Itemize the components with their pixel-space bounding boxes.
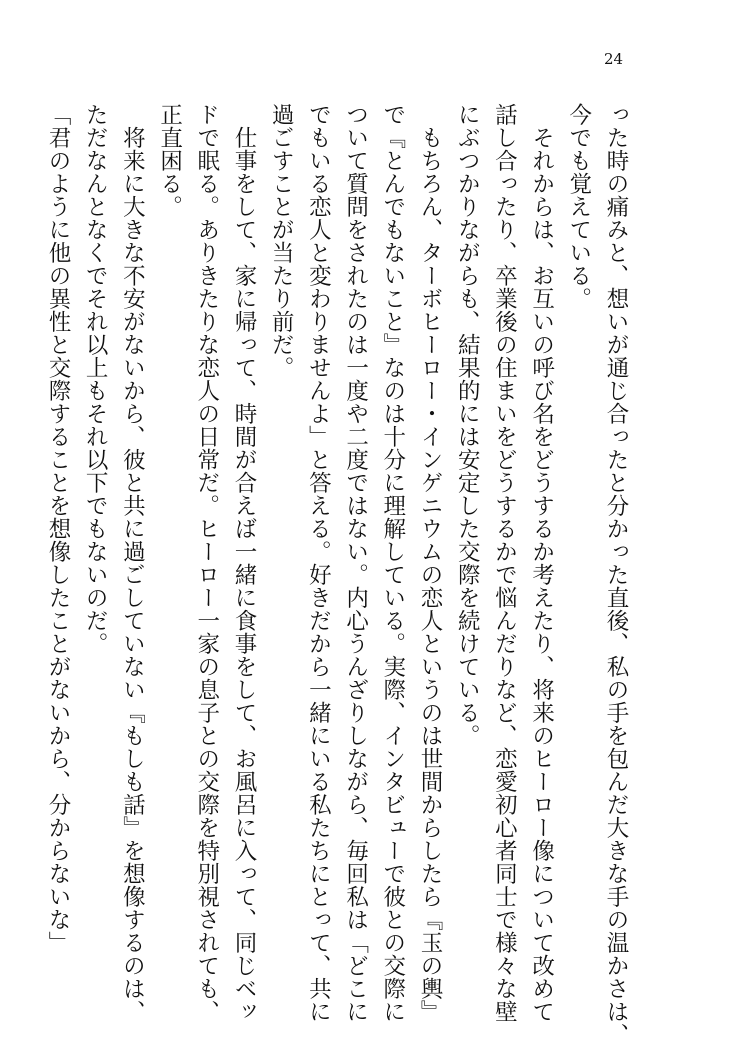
text-line: 将来に大きな不安がないから、彼と共に過ごしていない『もしも話』を想像するのは、 — [119, 103, 146, 1023]
text-line: 仕事をして、家に帰って、時間が合えば一緒に食事をして、お風呂に入って、同じベッ — [230, 103, 257, 1023]
text-line: った時の痛みと、想いが通じ合ったと分かった直後、私の手を包んだ大きな手の温かさは、 — [603, 103, 629, 1046]
text-line: 過ごすことが当たり前だ。 — [268, 103, 295, 379]
text-line: もちろん、ターボヒーロー・インゲニウムの恋人というのは世間からしたら『玉の輿』 — [416, 103, 443, 1023]
text-line: ドで眠る。ありきたりな恋人の日常だ。ヒーロー一家の息子との交際を特別視されても、 — [193, 103, 220, 1023]
text-line: それからは、お互いの呼び名をどうするか考えたり、将来のヒーロー像について改めて — [528, 103, 555, 1023]
text-line: でもいる恋人と変わりませんよ」と答える。好きだから一緒にいる私たちにとって、共に — [305, 103, 332, 1023]
text-line: にぶつかりながらも、結果的には安定した交際を続けている。 — [454, 103, 481, 747]
text-line: 正直困る。 — [156, 103, 183, 218]
text-line: 今でも覚えている。 — [565, 103, 592, 310]
text-line: ついて質問をされたのは一度や二度ではない。内心うんざりしながら、毎回私は「どこに — [342, 103, 369, 1023]
text-line: 「君のように他の異性と交際することを想像したことがないから、分からないな」 — [44, 103, 71, 954]
body-text — [39, 103, 634, 1046]
text-line: ただなんとなくでそれ以上もそれ以下でもないのだ。 — [82, 103, 109, 655]
text-line: で『とんでもないこと』なのは十分に理解している。実際、インタビューで彼との交際に — [379, 103, 406, 1023]
text-line: 話し合ったり、卒業後の住まいをどうするかで悩んだりなど、恋愛初心者同士で様々な壁 — [491, 103, 518, 1023]
page-number: 24 — [604, 50, 624, 68]
